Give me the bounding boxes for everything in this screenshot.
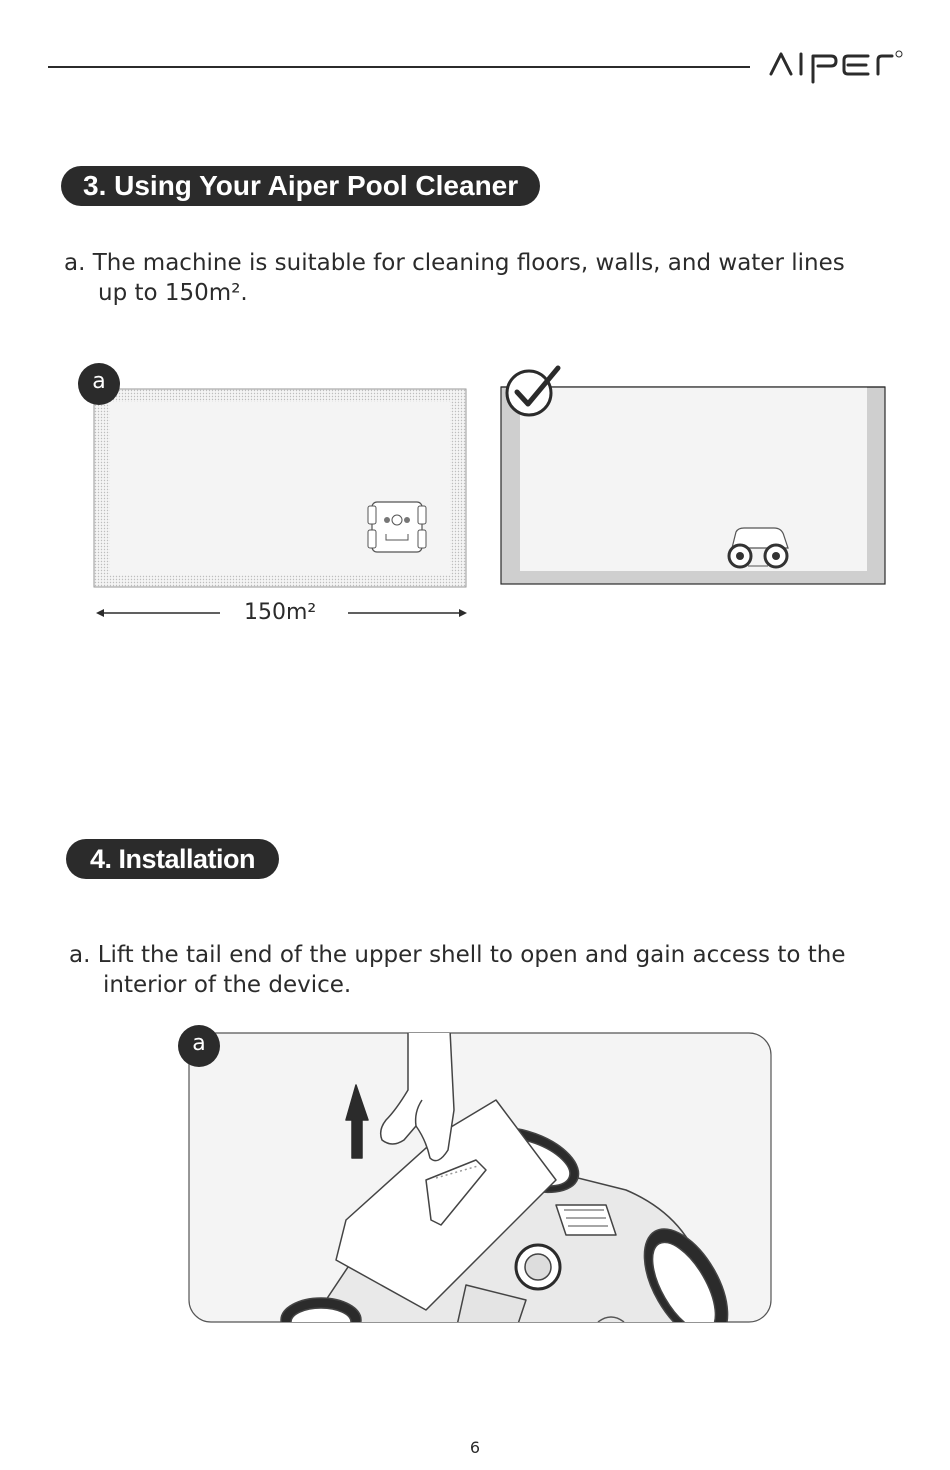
paragraph-line: interior of the device. bbox=[103, 972, 352, 998]
section-4-paragraph bbox=[69, 940, 909, 1000]
section-3-paragraph bbox=[64, 248, 904, 308]
header-rule bbox=[48, 66, 750, 68]
aiper-logo bbox=[768, 44, 904, 86]
section-3-heading: 3. Using Your Aiper Pool Cleaner bbox=[61, 166, 540, 206]
section-4-heading: 4. Installation bbox=[66, 839, 279, 879]
pool-area-diagram bbox=[88, 380, 478, 630]
dimension-label: 150m² bbox=[244, 600, 317, 625]
installation-illustration bbox=[186, 1030, 776, 1326]
page-number: 6 bbox=[469, 1438, 481, 1457]
paragraph-line: a. The machine is suitable for cleaning floors, walls, and water lines bbox=[64, 250, 845, 276]
paragraph-line: up to 150m². bbox=[98, 280, 248, 306]
check-circle-icon bbox=[502, 364, 562, 420]
figure-badge: a bbox=[78, 363, 120, 405]
pool-cleaner-top-view bbox=[368, 502, 426, 552]
paragraph-line: a. Lift the tail end of the upper shell to open and gain access to the bbox=[69, 942, 846, 968]
figure-badge: a bbox=[178, 1025, 220, 1067]
